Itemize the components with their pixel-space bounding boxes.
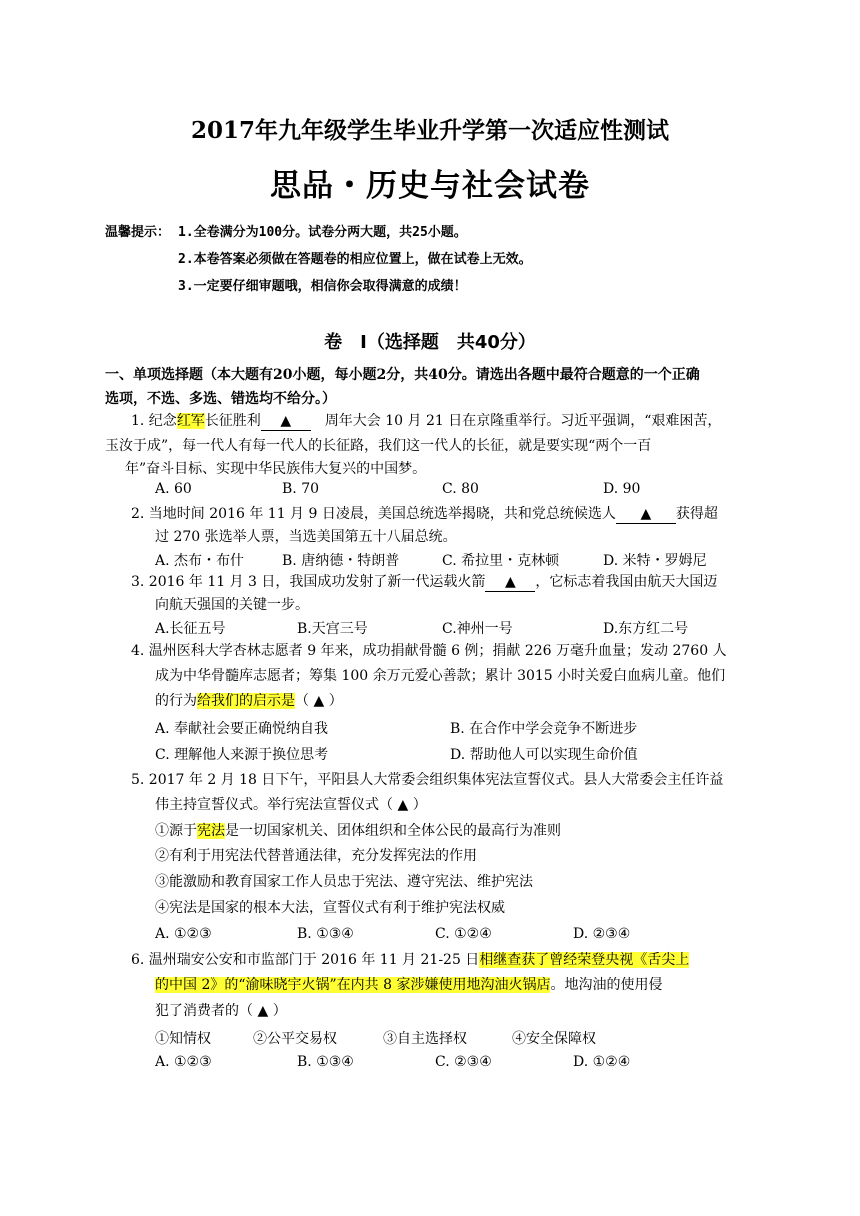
q5-statement-2: ②有利于用宪法代替普通法律，充分发挥宪法的作用 xyxy=(155,848,477,864)
answer-blank: ▲ xyxy=(261,412,311,431)
question-2-line2: 过 270 张选举人票，当选美国第五十八届总统。 xyxy=(155,529,457,545)
highlight: 给我们的启示是 xyxy=(197,693,295,709)
answer-mark: ▲ xyxy=(257,1003,269,1019)
q2-option-a: A. 杰布・布什 xyxy=(155,553,245,569)
q5-statement-4: ④宪法是国家的根本大法，宣誓仪式有利于维护宪法权威 xyxy=(155,900,505,916)
question-6-line2: 的中国 2》的“渝味晓宇火锅”在内共 8 家涉嫌使用地沟油火锅店。地沟油的使用侵 xyxy=(155,977,663,993)
q3-option-a: A.长征五号 xyxy=(155,621,226,637)
q1-option-d: D. 90 xyxy=(603,481,641,497)
q5-statement-1: ①源于宪法是一切国家机关、团体组织和全体公民的最高行为准则 xyxy=(155,823,561,839)
q1-option-b: B. 70 xyxy=(282,481,320,497)
question-1-line3: 年”奋斗目标、实现中华民族伟大复兴的中国梦。 xyxy=(125,461,427,477)
exam-subtitle: 思品・历史与社会试卷 xyxy=(270,168,590,204)
question-4-line1: 4. 温州医科大学杏林志愿者 9 年来，成功捐献骨髓 6 例；捐献 226 万毫升血量；发动 2760 人 xyxy=(131,643,727,659)
q1-option-a: A. 60 xyxy=(155,481,192,497)
q4-option-d: D. 帮助他人可以实现生命价值 xyxy=(450,747,638,763)
q4-option-b: B. 在合作中学会竞争不断进步 xyxy=(450,721,638,737)
q6-option-b: B. ①③④ xyxy=(297,1054,354,1070)
q5-option-d: D. ②③④ xyxy=(573,926,631,942)
question-3-line1: 3. 2016 年 11 月 3 日，我国成功发射了新一代运载火箭 ▲ ，它标志着我国由航天大国迈 xyxy=(131,574,718,590)
section-instructions-line2: 选项，不选、多选、错选均不给分。） xyxy=(105,391,336,407)
q5-statement-3: ③能激励和教育国家工作人员忠于宪法、遵守宪法、维护宪法 xyxy=(155,874,533,890)
answer-blank: ▲ xyxy=(616,505,676,524)
q6-right-1: ①知情权 xyxy=(155,1031,211,1047)
tip-item-1: 1.全卷满分为100分。试卷分两大题，共25小题。 xyxy=(178,225,467,240)
highlight: 的中国 2》的“渝味晓宇火锅”在内共 8 家涉嫌使用地沟油火锅店 xyxy=(155,977,551,993)
q4-option-a: A. 奉献社会要正确悦纳自我 xyxy=(155,721,329,737)
tip-item-3: 3.一定要仔细审题哦，相信你会取得满意的成绩！ xyxy=(178,279,467,294)
section-instructions-line1: 一、单项选择题（本大题有20小题，每小题2分，共40分。请选出各题中最符合题意的一个正确 xyxy=(105,367,700,383)
section-title: 卷 Ⅰ（选择题 共40分） xyxy=(324,332,536,353)
question-4-line2: 成为中华骨髓库志愿者；筹集 100 余万元爱心善款；累计 3015 小时关爱白血病儿童。他们 xyxy=(155,668,726,684)
q3-option-b: B.天宫三号 xyxy=(297,621,368,637)
q1-option-c: C. 80 xyxy=(442,481,479,497)
q6-option-a: A. ①②③ xyxy=(155,1054,212,1070)
exam-title: 2017年九年级学生毕业升学第一次适应性测试 xyxy=(190,117,669,144)
q6-right-3: ③自主选择权 xyxy=(383,1031,467,1047)
question-3-line2: 向航天强国的关键一步。 xyxy=(155,597,309,613)
q3-option-c: C.神州一号 xyxy=(442,621,513,637)
q6-right-2: ②公平交易权 xyxy=(253,1031,337,1047)
q6-right-4: ④安全保障权 xyxy=(512,1031,596,1047)
highlight: 相继查获了曾经荣登央视《舌尖上 xyxy=(479,952,690,968)
question-4-line3: 的行为给我们的启示是（ ▲ ） xyxy=(155,693,343,709)
question-1-line2: 玉汝于成”，每一代人有每一代人的长征路，我们这一代人的长征，就是要实现“两个一百 xyxy=(105,438,652,454)
q3-option-d: D.东方红二号 xyxy=(603,621,689,637)
answer-mark: ▲ xyxy=(313,693,325,709)
tip-item-2: 2.本卷答案必须做在答题卷的相应位置上，做在试卷上无效。 xyxy=(178,252,532,267)
q2-option-c: C. 希拉里・克林顿 xyxy=(442,553,560,569)
highlight: 宪法 xyxy=(197,823,225,839)
q6-option-c: C. ②③④ xyxy=(435,1054,492,1070)
q5-option-b: B. ①③④ xyxy=(297,926,354,942)
highlight: 红军 xyxy=(176,413,205,429)
question-6-line1: 6. 温州瑞安公安和市监部门于 2016 年 11 月 21-25 日相继查获了曾经荣登央视《舌尖上 xyxy=(131,952,690,968)
answer-blank: ▲ xyxy=(485,573,535,592)
q6-option-d: D. ①②④ xyxy=(573,1054,631,1070)
question-5-line1: 5. 2017 年 2 月 18 日下午，平阳县人大常委会组织集体宪法宣誓仪式。县人大常委会主任许益 xyxy=(131,772,724,788)
question-1-line1: 1. 纪念红军长征胜利 ▲ 周年大会 10 月 21 日在京隆重举行。习近平强调，“艰难困苦， xyxy=(131,413,722,429)
q5-option-c: C. ①②④ xyxy=(435,926,492,942)
q4-option-c: C. 理解他人来源于换位思考 xyxy=(155,747,329,763)
q5-option-a: A. ①②③ xyxy=(155,926,212,942)
question-2-line1: 2. 当地时间 2016 年 11 月 9 日凌晨，美国总统选举揭晓，共和党总统候选人 ▲ 获得超 xyxy=(131,506,718,522)
q2-option-d: D. 米特・罗姆尼 xyxy=(603,553,707,569)
q2-option-b: B. 唐纳德・特朗普 xyxy=(282,553,400,569)
answer-mark: ▲ xyxy=(397,797,409,813)
question-5-line2: 伟主持宣誓仪式。举行宪法宣誓仪式（ ▲ ） xyxy=(155,797,427,813)
tips-label: 温馨提示： xyxy=(105,225,171,240)
question-6-line3: 犯了消费者的（ ▲ ） xyxy=(155,1003,287,1019)
